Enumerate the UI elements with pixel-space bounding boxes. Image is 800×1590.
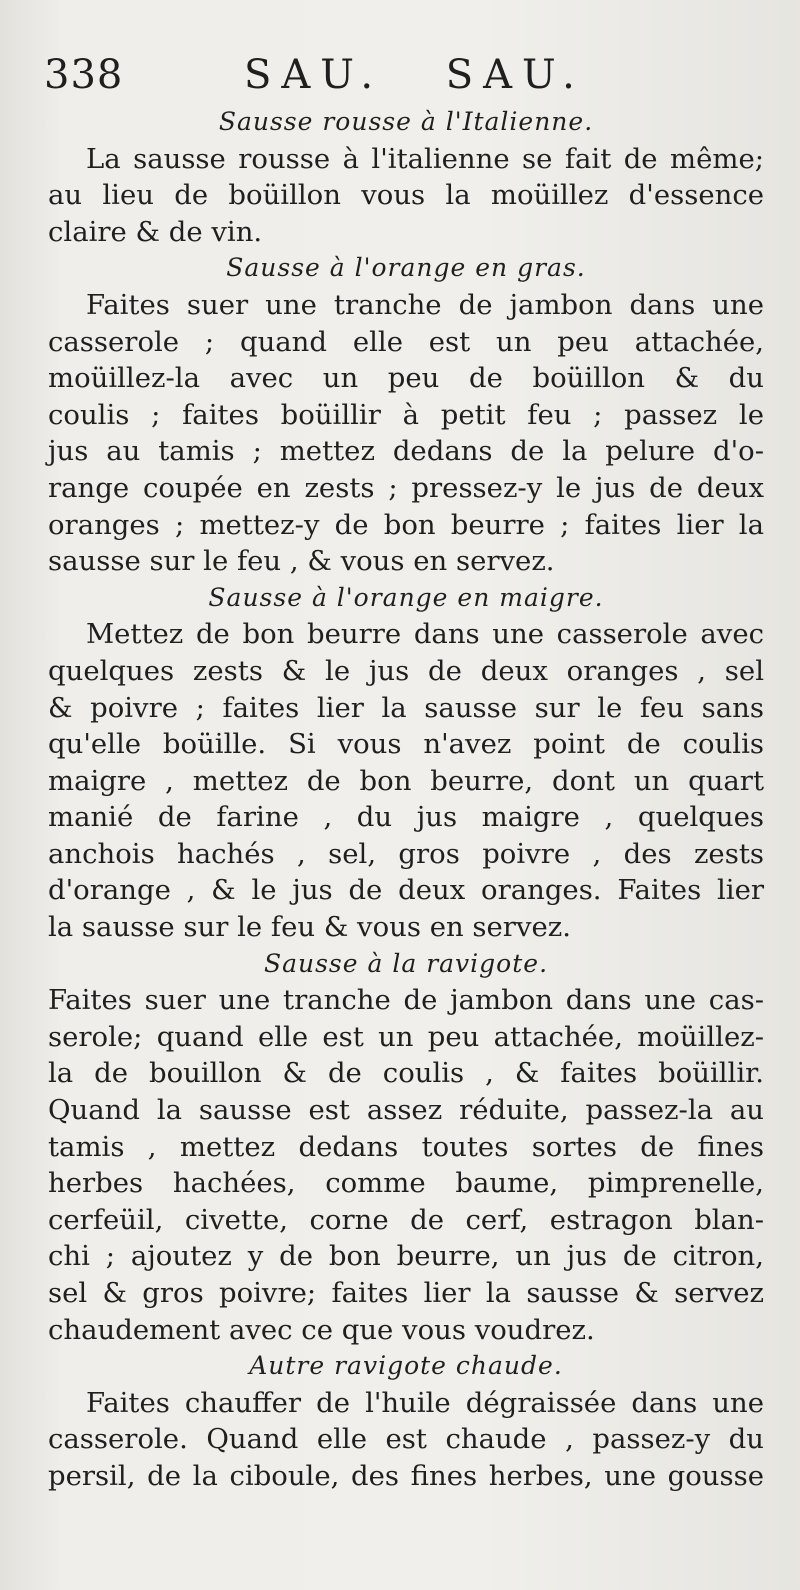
- text-line: range coupée en zests ; pressez-y le jus de deux: [48, 471, 764, 504]
- text-line: serole; quand elle est un peu attachée, moüillez-: [48, 1020, 764, 1053]
- text-line: oranges ; mettez-y de bon beurre ; faites lier la: [48, 508, 764, 541]
- text-line: d'orange , & le jus de deux oranges. Faites lier: [48, 874, 764, 907]
- running-head: SAU. SAU.: [244, 52, 585, 98]
- text-line: tamis , mettez dedans toutes sortes de fines: [48, 1130, 764, 1163]
- text-line: la de bouillon & de coulis , & faites boüillir.: [48, 1057, 764, 1090]
- text-line: sel & gros poivre; faites lier la sausse & servez: [48, 1277, 764, 1309]
- text-line: quelques zests & le jus de deux oranges , sel: [48, 654, 764, 687]
- page-body: [48, 104, 764, 1495]
- section-title: Sausse rousse à l'Italienne.: [218, 107, 594, 136]
- text-line: Quand la sausse est assez réduite, passez-la au: [48, 1094, 764, 1127]
- text-line: Faites suer une tranche de jambon dans une cas-: [48, 984, 764, 1017]
- text-line: Faites suer une tranche de jambon dans une: [86, 288, 764, 321]
- text-line: qu'elle boüille. Si vous n'avez point de coulis: [48, 728, 764, 761]
- text-line: maigre , mettez de bon beurre, dont un quart: [48, 764, 764, 797]
- text-line: au lieu de boüillon vous la moüillez d'essence: [48, 179, 764, 212]
- section-title: Sausse à l'orange en gras.: [226, 253, 586, 283]
- text-line: persil, de la ciboule, des fines herbes, une gousse: [48, 1459, 764, 1492]
- text-line: jus au tamis ; mettez dedans de la pelure d'o-: [48, 435, 764, 468]
- page-number: 338: [44, 52, 124, 98]
- section-title: Sausse à l'orange en maigre.: [208, 582, 604, 612]
- text-line: moüillez-la avec un peu de boüillon & du: [48, 362, 764, 395]
- text-line: Faites chauffer de l'huile dégraissée dans une: [86, 1386, 764, 1419]
- text-line: Mettez de bon beurre dans une casserole avec: [86, 618, 764, 651]
- text-line: La sausse rousse à l'italienne se fait de même;: [86, 142, 764, 175]
- text-line: claire & de vin.: [48, 215, 263, 248]
- text-line: sausse sur le feu , & vous en servez.: [48, 545, 555, 578]
- text-line: chi ; ajoutez y de bon beurre, un jus de citron,: [48, 1240, 764, 1273]
- text-line: herbes hachées, comme baume, pimprenelle,: [48, 1167, 764, 1200]
- text-line: la sausse sur le feu & vous en servez.: [48, 911, 571, 944]
- text-line: manié de farine , du jus maigre , quelques: [48, 801, 764, 834]
- text-line: anchois hachés , sel, gros poivre , des zests: [48, 837, 764, 870]
- text-line: & poivre ; faites lier la sausse sur le feu sans: [48, 691, 764, 724]
- text-line: chaudement avec ce que vous voudrez.: [48, 1313, 595, 1346]
- text-line: casserole. Quand elle est chaude , passez-y du: [48, 1423, 764, 1456]
- section-title: Autre ravigote chaude.: [249, 1351, 563, 1381]
- section-title: Sausse à la ravigote.: [263, 948, 549, 978]
- page-header: [44, 52, 764, 112]
- text-line: cerfeüil, civette, corne de cerf, estragon blan-: [48, 1203, 764, 1236]
- text-line: casserole ; quand elle est un peu attachée,: [48, 325, 764, 358]
- text-line: coulis ; faites boüillir à petit feu ; passez le: [48, 398, 764, 431]
